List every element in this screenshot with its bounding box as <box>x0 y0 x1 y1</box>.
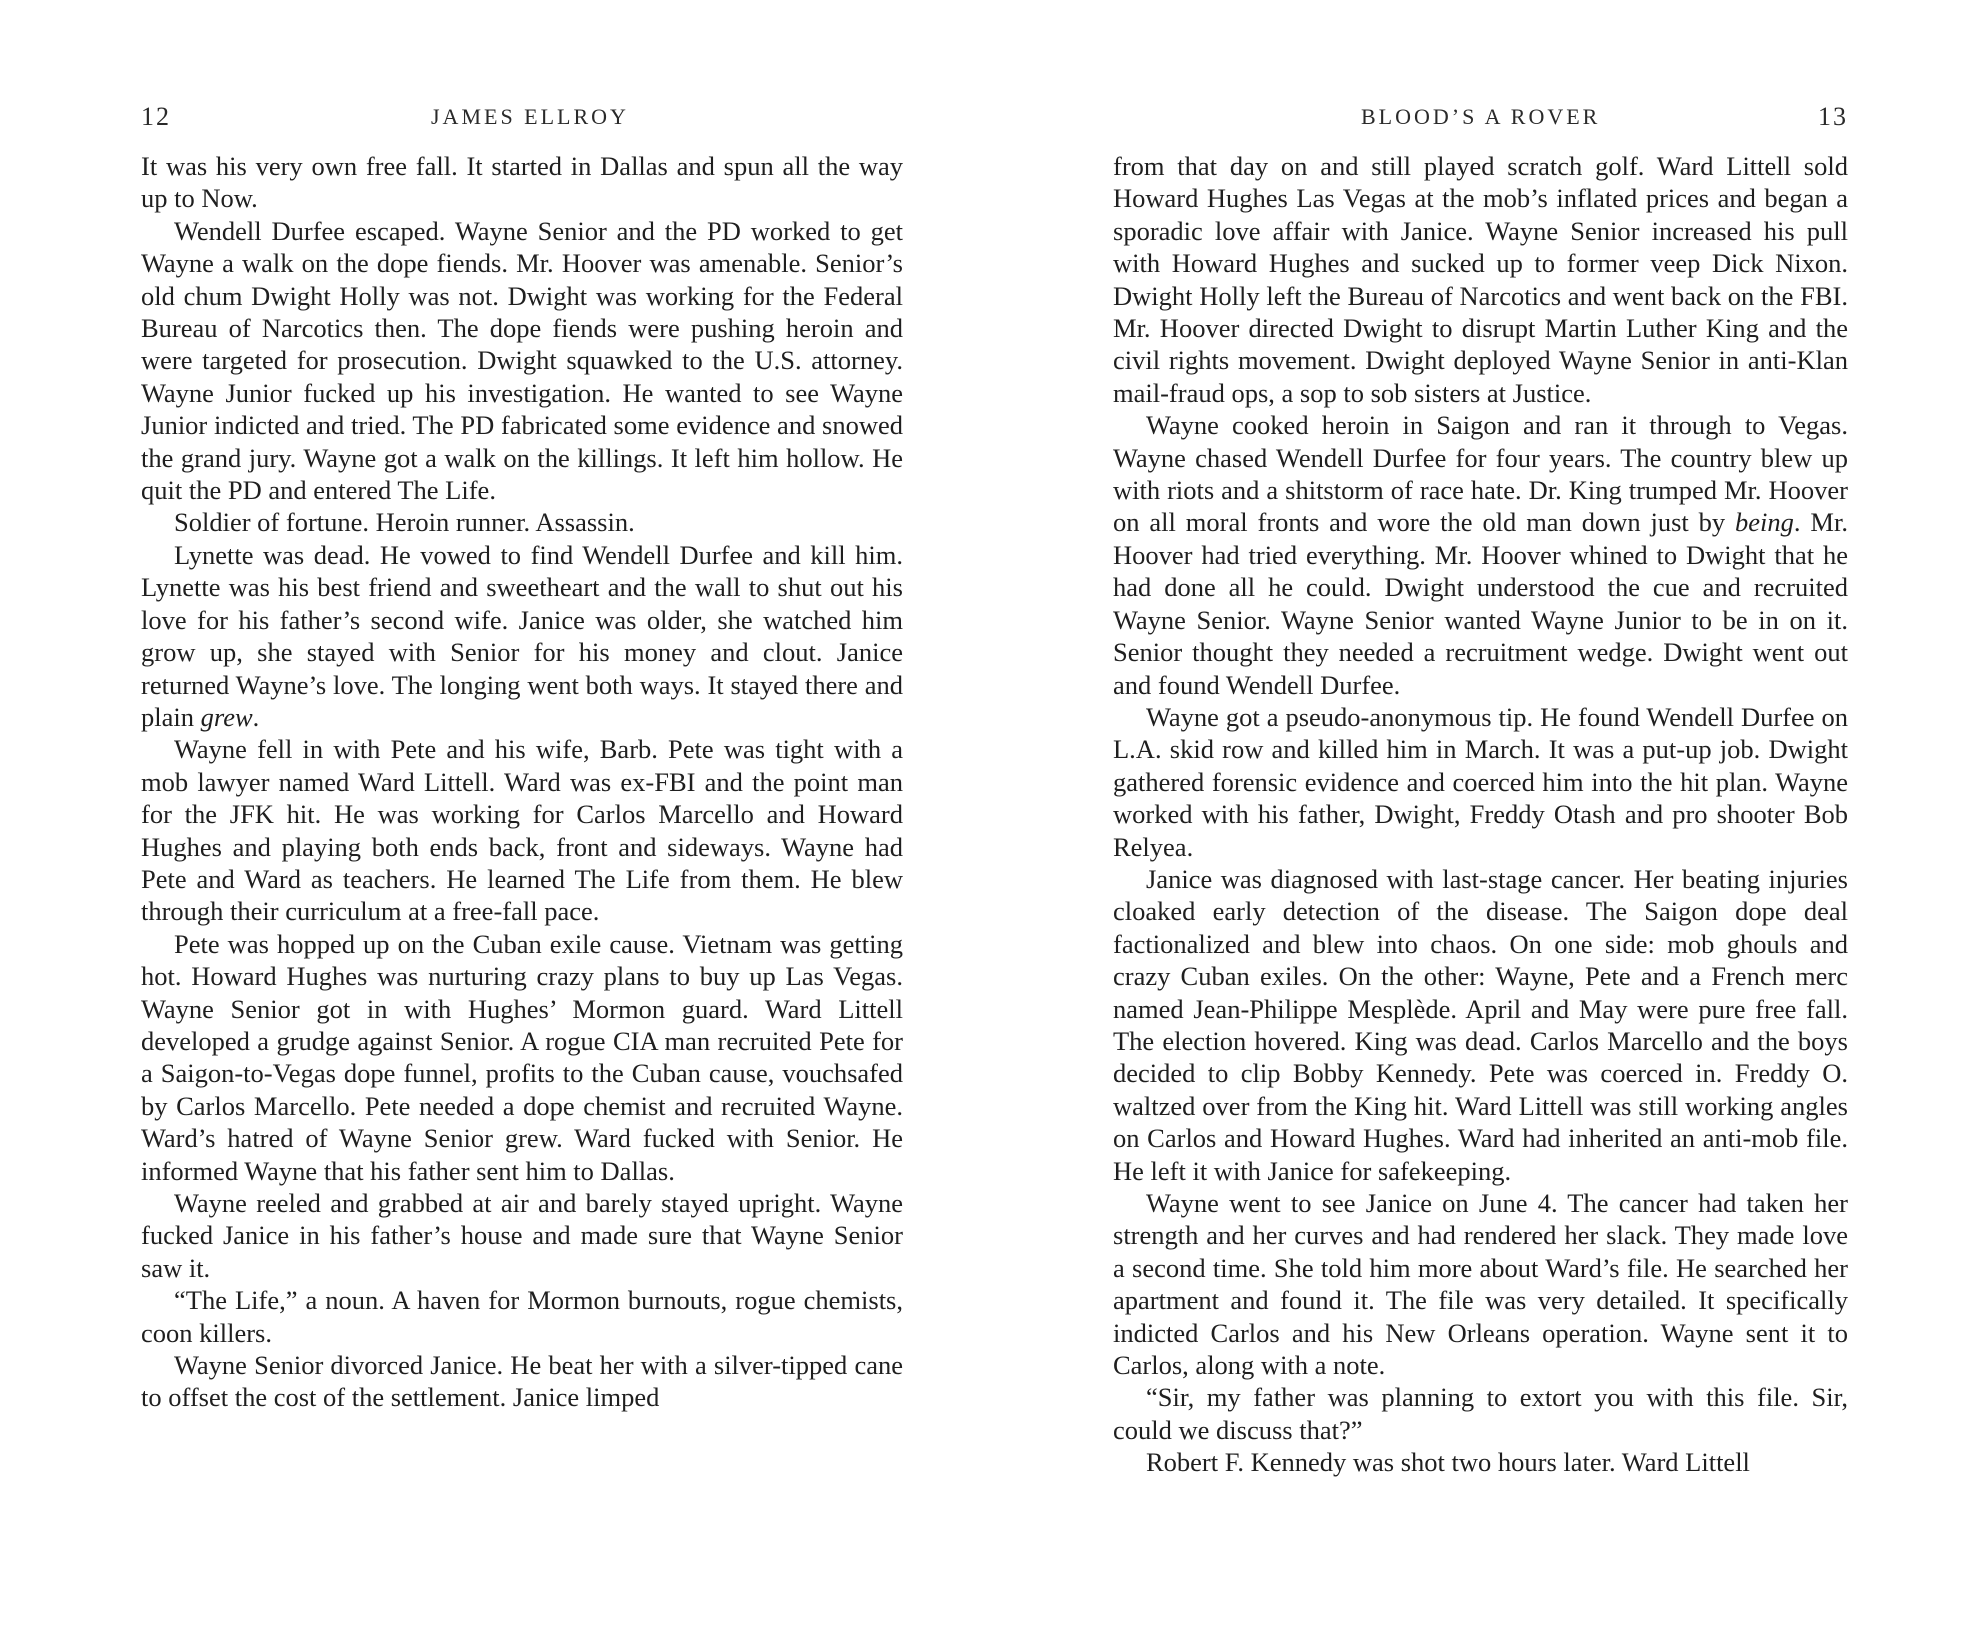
paragraph: Janice was diagnosed with last-stage cancer. Her beating injuries cloaked early detection of the disease. The Saigon dope deal factionalized and blew into chaos. On one side: mob ghouls and crazy Cuban exiles. On the other: Wayne, Pete and a French merc named Jean-Philippe Mesplède. April and May were pure free fall. The election hovered. King was dead. Carlos Marcello and the boys decided to clip Bobby Kennedy. Pete was coerced in. Freddy O. waltzed over from the King hit. Ward Littell was still working angles on Carlos and Howard Hughes. Ward had inherited an anti-mob file. He left it with Janice for safekeeping. <box>1113 863 1848 1186</box>
right-page <box>985 0 1971 1632</box>
left-running-head <box>141 102 903 134</box>
paragraph: Wayne reeled and grabbed at air and barely stayed upright. Wayne fucked Janice in his father’s house and made sure that Wayne Senior saw it. <box>141 1188 903 1283</box>
paragraph: Wayne got a pseudo-anonymous tip. He found Wendell Durfee on L.A. skid row and killed him in March. It was a put-up job. Dwight gathered forensic evidence and coerced him into the hit plan. Wayne worked with his father, Dwight, Freddy Otash and pro shooter Bob Relyea. <box>1113 701 1848 862</box>
paragraph: It was his very own free fall. It started in Dallas and spun all the way up to Now. <box>141 151 903 214</box>
left-page <box>0 0 985 1632</box>
paragraph: “The Life,” a noun. A haven for Mormon burnouts, rogue chemists, coon killers. <box>141 1285 903 1348</box>
right-running-head <box>1113 102 1848 134</box>
emphasis: being <box>1735 507 1794 538</box>
paragraph: Pete was hopped up on the Cuban exile cause. Vietnam was getting hot. Howard Hughes was nurturing crazy plans to buy up Las Vegas. Wayne Senior got in with Hughes’ Mormon guard. Ward Littell developed a grudge against Senior. A rogue CIA man recruited Pete for a Saigon-to-Vegas dope funnel, profits to the Cuban cause, vouchsafed by Carlos Marcello. Pete needed a dope chemist and recruited Wayne. Ward’s hatred of Wayne Senior grew. Ward fucked with Senior. He informed Wayne that his father sent him to Dallas. <box>141 928 903 1186</box>
right-page-body <box>1113 150 1848 1479</box>
paragraph: Wayne cooked heroin in Saigon and ran it through to Vegas. Wayne chased Wendell Durfee for four years. The country blew up with riots and a shitstorm of race hate. Dr. King trumped Mr. Hoover on all moral fronts and wore the old man down just by being. Mr. Hoover had tried everything. Mr. Hoover whined to Dwight that he had done all he could. Dwight understood the cue and recruited Wayne Senior. Wayne Senior wanted Wayne Junior to be in on it. Senior thought they needed a recruitment wedge. Dwight went out and found Wendell Durfee. <box>1113 410 1848 700</box>
paragraph: Wayne fell in with Pete and his wife, Barb. Pete was tight with a mob lawyer named Ward Littell. Ward was ex-FBI and the point man for the JFK hit. He was working for Carlos Marcello and Howard Hughes and playing both ends back, front and sideways. Wayne had Pete and Ward as teachers. He learned The Life from them. He blew through their curriculum at a free-fall pace. <box>141 734 903 927</box>
right-page-number: 13 <box>1818 102 1848 131</box>
paragraph: Wayne Senior divorced Janice. He beat her with a silver-tipped cane to offset the cost of the settlement. Janice limped <box>141 1350 903 1413</box>
paragraph: Lynette was dead. He vowed to find Wendell Durfee and kill him. Lynette was his best friend and sweetheart and the wall to shut out his love for his father’s second wife. Janice was older, she watched him grow up, she stayed with Senior for his money and clout. Janice returned Wayne’s love. The longing went both ways. It stayed there and plain grew. <box>141 539 903 732</box>
left-page-body <box>141 150 903 1414</box>
paragraph: from that day on and still played scratch golf. Ward Littell sold Howard Hughes Las Vegas at the mob’s inflated prices and began a sporadic love affair with Janice. Wayne Senior increased his pull with Howard Hughes and sucked up to former veep Dick Nixon. Dwight Holly left the Bureau of Narcotics and went back on the FBI. Mr. Hoover directed Dwight to disrupt Martin Luther King and the civil rights movement. Dwight deployed Wayne Senior in anti-Klan mail-fraud ops, a sop to sob sisters at Justice. <box>1113 151 1848 408</box>
left-running-head-title: JAMES ELLROY <box>431 104 629 129</box>
paragraph: Robert F. Kennedy was shot two hours later. Ward Littell <box>1146 1447 1750 1478</box>
emphasis: grew <box>200 701 253 732</box>
paragraph: Wendell Durfee escaped. Wayne Senior and the PD worked to get Wayne a walk on the dope fiends. Mr. Hoover was amenable. Senior’s old chum Dwight Holly was not. Dwight was working for the Federal Bureau of Narcotics then. The dope fiends were pushing heroin and were targeted for prosecution. Dwight squawked to the U.S. attorney. Wayne Junior fucked up his investigation. He wanted to see Wayne Junior indicted and tried. The PD fabricated some evidence and snowed the grand jury. Wayne got a walk on the killings. It left him hollow. He quit the PD and entered The Life. <box>141 215 903 506</box>
right-running-head-title: BLOOD’S A ROVER <box>1361 104 1601 129</box>
paragraph: “Sir, my father was planning to extort you with this file. Sir, could we discuss that?” <box>1113 1382 1848 1445</box>
left-page-number: 12 <box>141 102 171 131</box>
paragraph: Soldier of fortune. Heroin runner. Assassin. <box>174 507 635 538</box>
paragraph: Wayne went to see Janice on June 4. The cancer had taken her strength and her curves and had rendered her slack. They made love a second time. She told him more about Ward’s file. He searched her apartment and found it. The file was very detailed. It specifically indicted Carlos and his New Orleans operation. Wayne sent it to Carlos, along with a note. <box>1113 1188 1848 1381</box>
